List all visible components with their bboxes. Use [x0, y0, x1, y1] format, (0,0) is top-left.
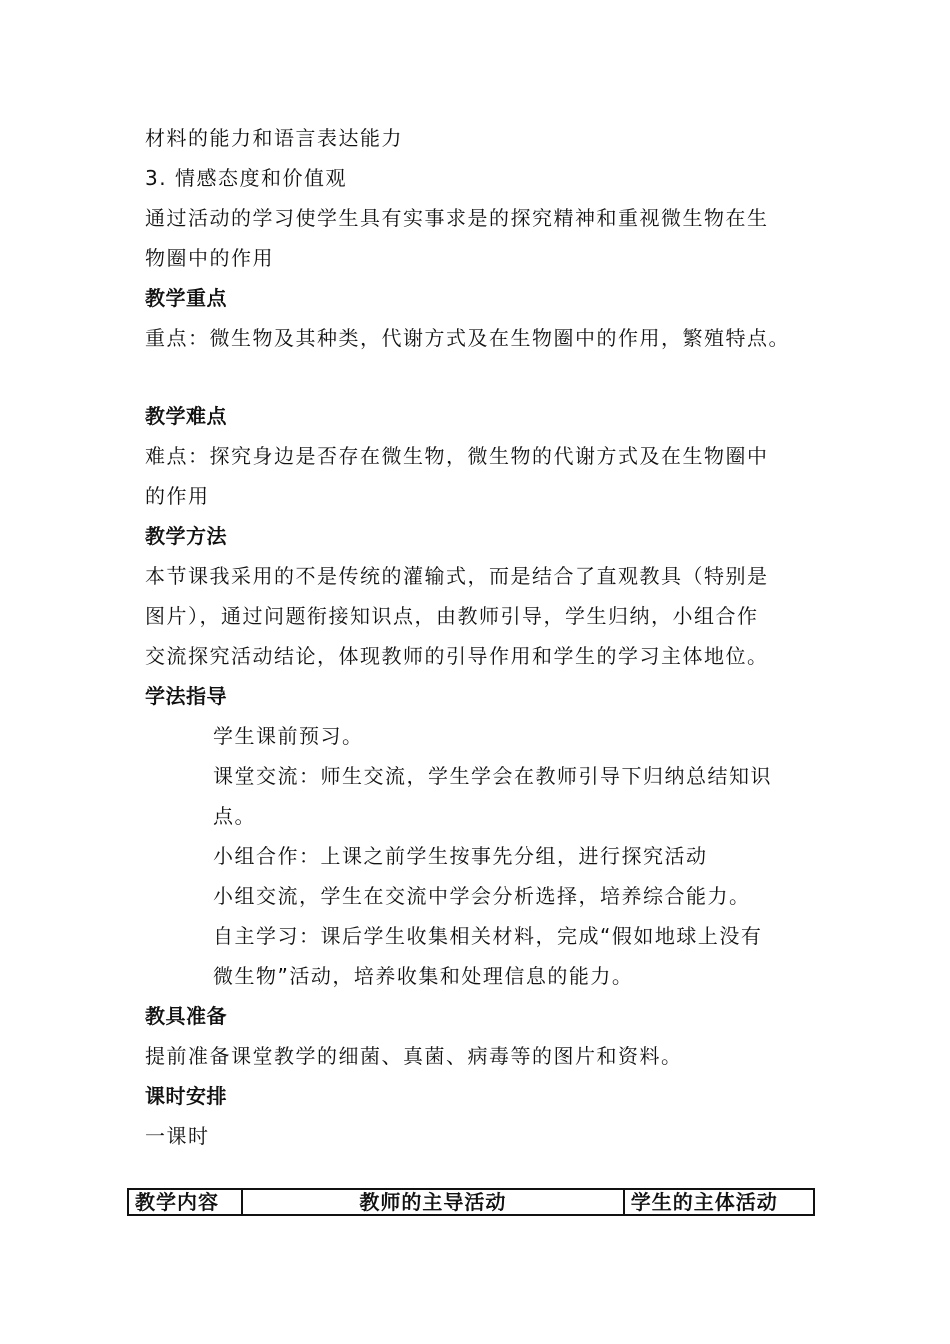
text-line: 提前准备课堂教学的细菌、真菌、病毒等的图片和资料。 [145, 1044, 683, 1068]
text-line: 一课时 [145, 1124, 210, 1148]
text-line: 图片），通过问题衔接知识点，由教师引导，学生归纳，小组合作 [145, 604, 759, 628]
text-line: 难点：探究身边是否存在微生物，微生物的代谢方式及在生物圈中 [145, 444, 769, 468]
section-heading-learning-guidance: 学法指导 [145, 684, 227, 708]
text-line: 本节课我采用的不是传统的灌输式，而是结合了直观教具（特别是 [145, 564, 769, 588]
section-heading-teaching-aids: 教具准备 [145, 1004, 227, 1028]
text-line: 自主学习：课后学生收集相关材料，完成“假如地球上没有 [213, 924, 763, 948]
section-heading-methods: 教学方法 [145, 524, 227, 548]
text-line: 小组合作：上课之前学生按事先分组，进行探究活动 [213, 844, 708, 868]
text-line: 微生物”活动，培养收集和处理信息的能力。 [213, 964, 634, 988]
text-line: 交流探究活动结论，体现教师的引导作用和学生的学习主体地位。 [145, 644, 769, 668]
text-line: 点。 [213, 804, 256, 828]
text-line: 重点：微生物及其种类，代谢方式及在生物圈中的作用，繁殖特点。 [145, 326, 790, 350]
section-heading-difficulties: 教学难点 [145, 404, 227, 428]
table-header-cell: 教学内容 [128, 1189, 242, 1215]
text-line: 小组交流，学生在交流中学会分析选择，培养综合能力。 [213, 884, 751, 908]
text-line: 材料的能力和语言表达能力 [145, 126, 403, 150]
table-header-cell: 教师的主导活动 [242, 1189, 624, 1215]
table-header-row [128, 1189, 814, 1215]
lesson-table [127, 1188, 815, 1216]
text-line: 课堂交流：师生交流，学生学会在教师引导下归纳总结知识 [213, 764, 772, 788]
section-heading-schedule: 课时安排 [145, 1084, 227, 1108]
text-line: 通过活动的学习使学生具有实事求是的探究精神和重视微生物在生 [145, 206, 769, 230]
text-line: 3. 情感态度和价值观 [145, 166, 347, 190]
text-line: 物圈中的作用 [145, 246, 274, 270]
table-header-cell: 学生的主体活动 [624, 1189, 814, 1215]
text-line: 的作用 [145, 484, 210, 508]
section-heading-key-points: 教学重点 [145, 286, 227, 310]
text-line: 学生课前预习。 [213, 724, 364, 748]
